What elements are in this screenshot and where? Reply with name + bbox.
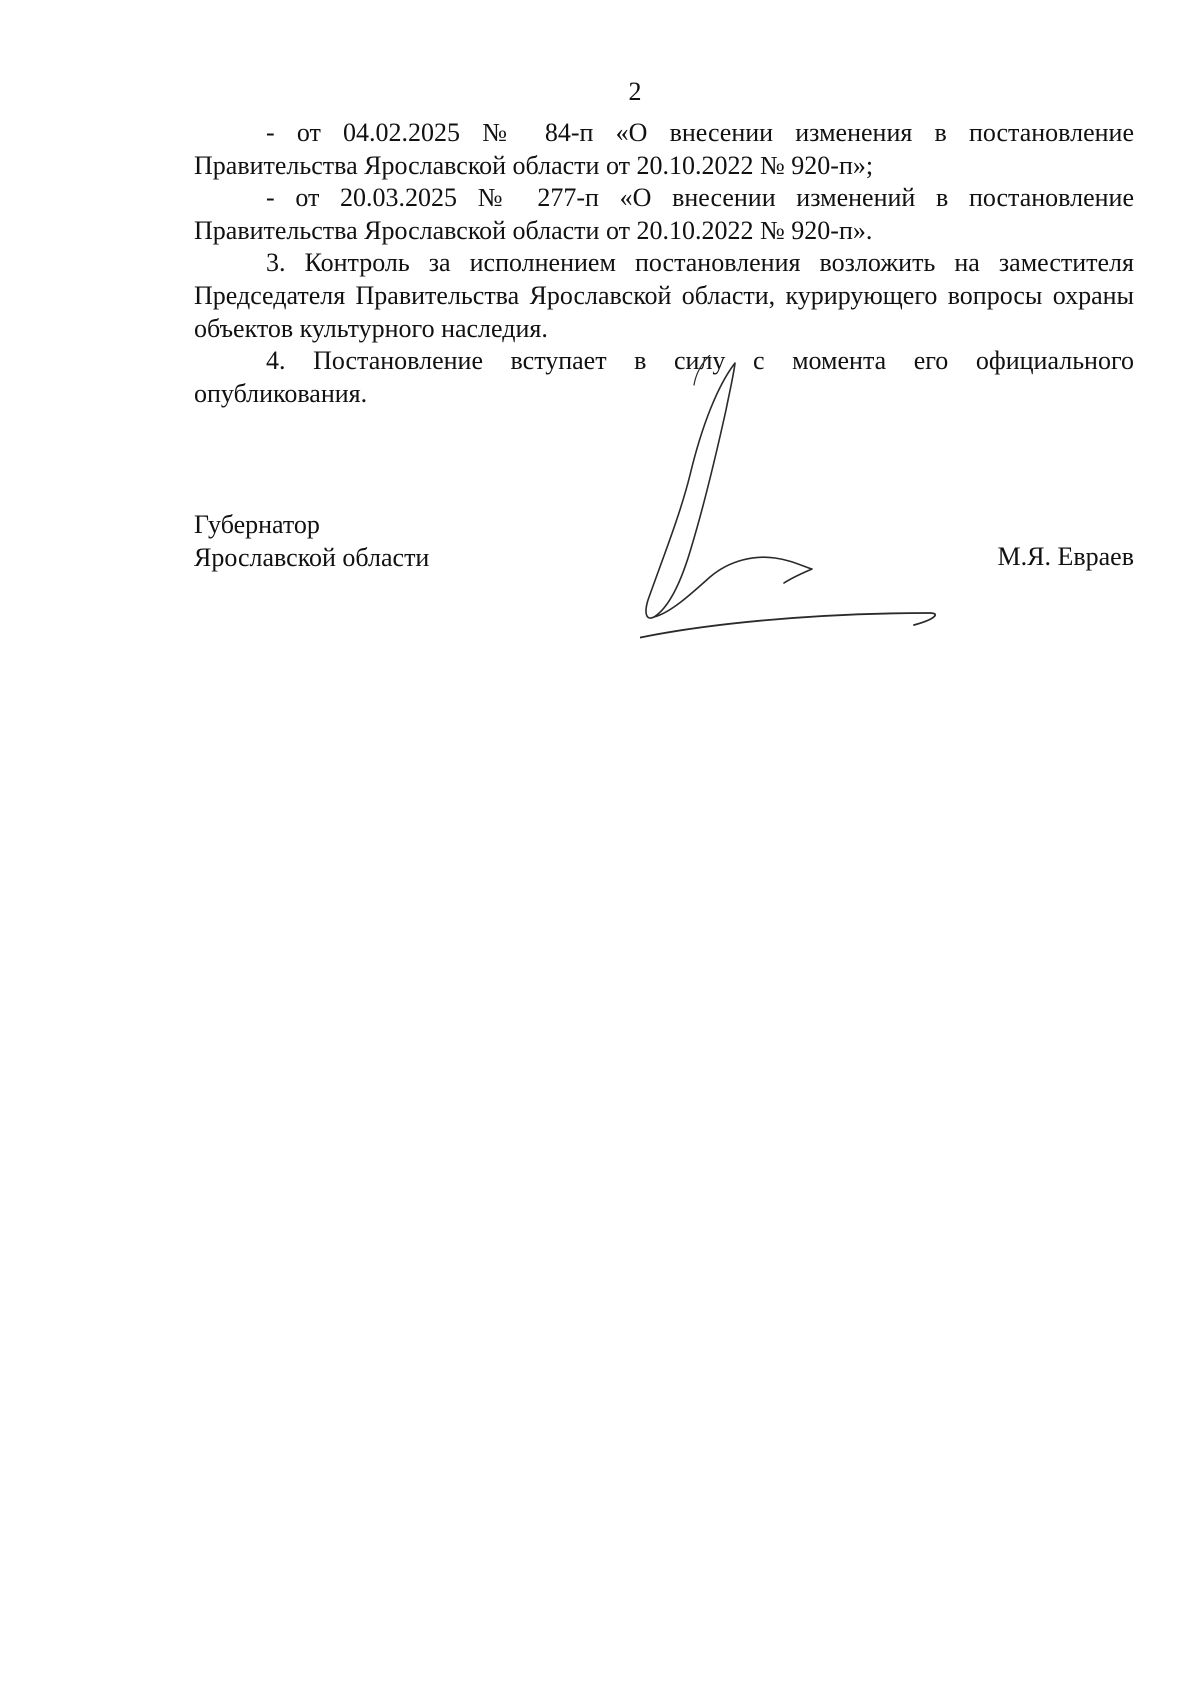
document-body: [194, 117, 1134, 410]
signatory-position: Губернатор: [194, 510, 320, 539]
page-number: 2: [628, 77, 642, 106]
amendment-item-1: - от 04.02.2025 № 84-п «О внесении изменения в постановление Правительства Ярославской области от 20.10.2022 № 920-п»;: [194, 118, 1134, 180]
signatory-title: [194, 509, 429, 574]
clause-4: 4. Постановление вступает в силу с момента его официального опубликования.: [194, 346, 1134, 408]
signature-underline-stroke: [640, 613, 935, 642]
signatory-region: Ярославской области: [194, 542, 430, 572]
clause-3: 3. Контроль за исполнением постановления возложить на заместителя Председателя Правительства Ярославской области, курирующего вопросы охраны объектов культурного наследия.: [194, 248, 1134, 343]
signature-sweep-stroke: [654, 557, 812, 617]
amendment-item-2: - от 20.03.2025 № 277-п «О внесении изменений в постановление Правительства Ярославской области от 20.10.2022 № 920-п».: [194, 183, 1134, 245]
signatory-name: М.Я. Евраев: [997, 542, 1134, 571]
